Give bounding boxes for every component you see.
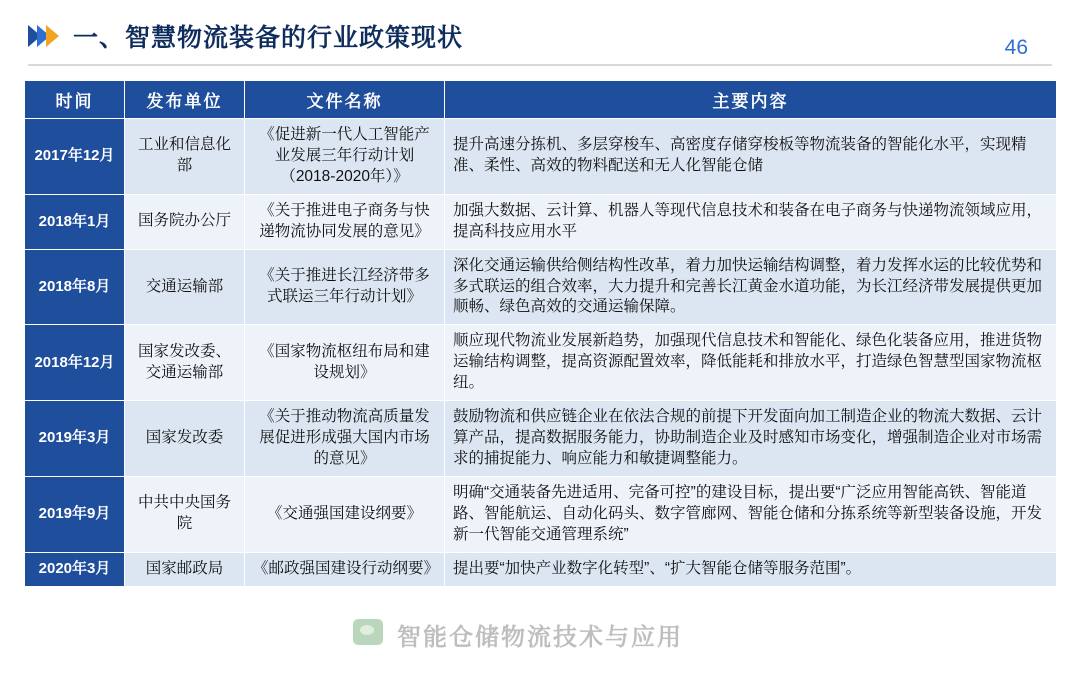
chevron-right-icon: [28, 25, 55, 47]
cell-doc: 《关于推动物流高质量发展促进形成强大国内市场的意见》: [245, 401, 445, 477]
cell-main: 深化交通运输供给侧结构性改革，着力加快运输结构调整，着力发挥水运的比较优势和多式联运的组合效率，大力提升和完善长江黄金水道功能，为长江经济带发展提供更加顺畅、绿色高效的交通运输保障。: [445, 249, 1057, 325]
cell-doc: 《促进新一代人工智能产业发展三年行动计划（2018-2020年）》: [245, 119, 445, 195]
cell-org: 国家邮政局: [125, 552, 245, 586]
cell-main: 提出要“加快产业数字化转型”、“扩大智能仓储等服务范围”。: [445, 552, 1057, 586]
cell-time: 2018年8月: [25, 249, 125, 325]
cell-org: 中共中央国务院: [125, 476, 245, 552]
table-row: [25, 194, 1057, 249]
watermark-text: 智能仓储物流技术与应用: [397, 624, 683, 651]
cell-time: 2018年1月: [25, 194, 125, 249]
column-header-time: 时间: [25, 81, 125, 119]
table-row: [25, 401, 1057, 477]
policy-table: [24, 80, 1057, 587]
policy-table-container: [24, 80, 1056, 587]
page-number: 46: [1004, 36, 1028, 59]
cell-time: 2017年12月: [25, 119, 125, 195]
cell-org: 国家发改委: [125, 401, 245, 477]
wechat-logo-icon: [353, 619, 383, 645]
cell-time: 2019年9月: [25, 476, 125, 552]
page-title: 一、智慧物流装备的行业政策现状: [73, 24, 464, 52]
cell-doc: 《邮政强国建设行动纲要》: [245, 552, 445, 586]
slide-header: [0, 0, 1080, 72]
cell-doc: 《交通强国建设纲要》: [245, 476, 445, 552]
watermark: [0, 617, 1080, 652]
table-header-row: [25, 81, 1057, 119]
cell-doc: 《关于推进长江经济带多式联运三年行动计划》: [245, 249, 445, 325]
cell-time: 2019年3月: [25, 401, 125, 477]
column-header-main: 主要内容: [445, 81, 1057, 119]
cell-org: 交通运输部: [125, 249, 245, 325]
cell-main: 提升高速分拣机、多层穿梭车、高密度存储穿梭板等物流装备的智能化水平，实现精准、柔性、高效的物料配送和无人化智能仓储: [445, 119, 1057, 195]
table-row: [25, 552, 1057, 586]
table-row: [25, 325, 1057, 401]
cell-org: 国务院办公厅: [125, 194, 245, 249]
cell-main: 明确“交通装备先进适用、完备可控”的建设目标，提出要“广泛应用智能高铁、智能道路、智能航运、自动化码头、数字管廊网、智能仓储和分拣系统等新型装备设施，开发新一代智能交通管理系统”: [445, 476, 1057, 552]
table-row: [25, 119, 1057, 195]
cell-doc: 《关于推进电子商务与快递物流协同发展的意见》: [245, 194, 445, 249]
table-row: [25, 476, 1057, 552]
column-header-org: 发布单位: [125, 81, 245, 119]
header-divider: [28, 64, 1052, 66]
cell-time: 2020年3月: [25, 552, 125, 586]
cell-org: 国家发改委、交通运输部: [125, 325, 245, 401]
cell-main: 顺应现代物流业发展新趋势，加强现代信息技术和智能化、绿色化装备应用，推进货物运输结构调整，提高资源配置效率，降低能耗和排放水平，打造绿色智慧型国家物流枢纽。: [445, 325, 1057, 401]
column-header-doc: 文件名称: [245, 81, 445, 119]
cell-time: 2018年12月: [25, 325, 125, 401]
cell-doc: 《国家物流枢纽布局和建设规划》: [245, 325, 445, 401]
cell-org: 工业和信息化部: [125, 119, 245, 195]
cell-main: 鼓励物流和供应链企业在依法合规的前提下开发面向加工制造企业的物流大数据、云计算产品，提高数据服务能力，协助制造企业及时感知市场变化，增强制造企业对市场需求的捕捉能力、响应能力和敏捷调整能力。: [445, 401, 1057, 477]
table-row: [25, 249, 1057, 325]
cell-main: 加强大数据、云计算、机器人等现代信息技术和装备在电子商务与快递物流领域应用，提高科技应用水平: [445, 194, 1057, 249]
